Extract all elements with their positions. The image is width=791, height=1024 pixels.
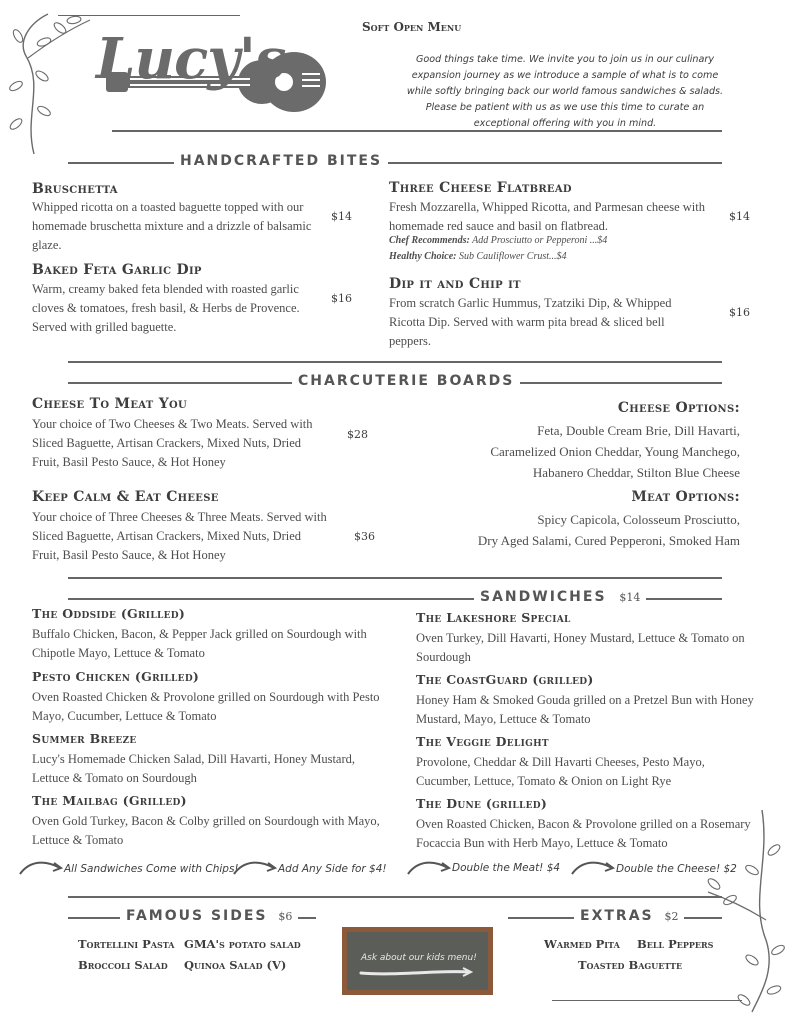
dip-price: $16 [729, 306, 750, 319]
sandwich-desc: Oven Gold Turkey, Bacon & Colby grilled on Sourdough with Mayo, Lettuce & Tomato [32, 814, 380, 847]
sandwich-name: The Veggie Delight [416, 734, 549, 749]
side-item: Quinoa Salad (V) [184, 958, 287, 972]
bruschetta-name: Bruschetta [32, 181, 118, 197]
side-item: Tortellini Pasta [78, 937, 175, 951]
cheese-options-label: Cheese Options: [617, 400, 740, 416]
chef-recommends-text: Add Prosciutto or Pepperoni ...$4 [472, 235, 608, 246]
sandwiches-section-title [474, 589, 646, 605]
extras-title: EXTRAS [580, 908, 654, 924]
sandwiches-price: $14 [619, 591, 641, 604]
dip-desc: From scratch Garlic Hummus, Tzatziki Dip, & Whipped Ricotta Dip. Served with warm pita bread & sliced bell peppers. [389, 296, 672, 348]
cheese-options-line: Feta, Double Cream Brie, Dill Havarti, [537, 423, 740, 438]
side-item: GMA's potato salad [184, 937, 301, 951]
cheese-options-line: Caramelized Onion Cheddar, Young Manchego, [490, 444, 740, 459]
feta-desc: Warm, creamy baked feta blended with roasted garlic cloves & tomatoes, fresh basil, & Herbs de Provence. Served with grilled baguette. [32, 282, 300, 334]
extra-item: Toasted Baguette [578, 958, 683, 972]
sandwich-name: Pesto Chicken (Grilled) [32, 669, 200, 684]
sandwich-desc: Oven Roasted Chicken, Bacon & Provolone grilled on a Rosemary Focaccia Bun with Herb Mayo, Lettuce & Tomato [416, 817, 751, 850]
sandwich-desc: Buffalo Chicken, Bacon, & Pepper Jack grilled on Sourdough with Chipotle Mayo, Lettuce & Tomato [32, 627, 367, 660]
flatbread-name: Three Cheese Flatbread [389, 180, 572, 196]
kids-menu-chalkboard [342, 927, 493, 995]
extra-item: Bell Peppers [637, 937, 714, 951]
intro-paragraph: Good things take time. We invite you to join us in our culinary expansion journey as we introduce a sample of what is to come while softly bringing back our world famous sandwiches & salads. Please be patient with us as we use this time to curate an exceptional offering with you in mind. [406, 54, 724, 129]
sandwich-desc: Oven Roasted Chicken & Provolone grilled on Sourdough with Pesto Mayo, Cucumber, Lettuce & Tomato [32, 690, 380, 723]
feta-name: Baked Feta Garlic Dip [32, 262, 202, 278]
sandwich-name: Summer Breeze [32, 731, 137, 746]
sides-section-title [120, 908, 298, 924]
cheese-options-list [420, 420, 740, 483]
healthy-choice-line [389, 251, 567, 262]
sandwich-name: The Mailbag (Grilled) [32, 793, 187, 808]
extra-item: Warmed Pita [544, 937, 620, 951]
flatbread-desc: Fresh Mozzarella, Whipped Ricotta, and Parmesan cheese with homemade red sauce and basil on flatbread. [389, 200, 705, 233]
meat-options-label: Meat Options: [631, 489, 740, 505]
kids-menu-text: Ask about our kids menu! [361, 953, 477, 963]
curved-arrow-icon [570, 858, 616, 878]
meat-options-line: Spicy Capicola, Colosseum Prosciutto, [537, 512, 740, 527]
sandwich-name: The Oddside (Grilled) [32, 606, 186, 621]
bruschetta-price: $14 [331, 210, 352, 223]
side-item: Broccoli Salad [78, 958, 168, 972]
dip-name: Dip it and Chip it [389, 276, 521, 292]
sandwich-note: Double the Meat! $4 [452, 862, 561, 874]
flatbread-price: $14 [729, 210, 750, 223]
curved-arrow-icon [18, 858, 64, 878]
cheese-options-line: Habanero Cheddar, Stilton Blue Cheese [532, 465, 740, 480]
curved-arrow-icon [232, 858, 278, 878]
cheese-to-meat-desc: Your choice of Two Cheeses & Two Meats. Served with Sliced Baguette, Artisan Crackers, Mixed Nuts, Dried Fruit, Basil Pesto Sauce, & Hot Honey [32, 417, 313, 469]
curved-arrow-icon [406, 858, 452, 878]
cheese-to-meat-price: $28 [347, 428, 368, 441]
sandwich-name: The Lakeshore Special [416, 610, 571, 625]
chef-recommends-line [389, 235, 607, 246]
chalkboard-surface [347, 932, 488, 990]
sandwich-note: All Sandwiches Come with Chips! [64, 863, 239, 875]
healthy-choice-text: Sub Cauliflower Crust...$4 [459, 251, 567, 262]
keep-calm-name: Keep Calm & Eat Cheese [32, 489, 219, 505]
sandwich-note: Add Any Side for $4! [278, 863, 387, 875]
feta-price: $16 [331, 292, 352, 305]
extras-section-title [574, 908, 684, 924]
bites-section-title: HANDCRAFTED BITES [174, 153, 388, 169]
soft-open-label: Soft Open Menu [362, 20, 462, 34]
meat-options-line: Dry Aged Salami, Cured Pepperoni, Smoked Ham [477, 533, 740, 548]
sandwich-name: The Dune (grilled) [416, 796, 548, 811]
chalk-arrow-icon [359, 966, 477, 978]
extras-price: $2 [664, 910, 679, 923]
sandwich-desc: Oven Turkey, Dill Havarti, Honey Mustard, Lettuce & Tomato on Sourdough [416, 631, 745, 664]
cheese-to-meat-name: Cheese To Meat You [32, 396, 188, 412]
sandwich-desc: Provolone, Cheddar & Dill Havarti Cheeses, Pesto Mayo, Cucumber, Lettuce, Tomato & Onion on Light Rye [416, 755, 705, 788]
keep-calm-price: $36 [354, 530, 375, 543]
bruschetta-desc: Whipped ricotta on a toasted baguette topped with our homemade bruschetta mixture and a drizzle of balsamic glaze. [32, 200, 312, 252]
sandwich-note: Double the Cheese! $2 [616, 863, 737, 875]
vine-top-left-icon [4, 6, 94, 156]
sandwich-name: The CoastGuard (grilled) [416, 672, 594, 687]
healthy-choice-label: Healthy Choice: [389, 251, 457, 262]
meat-options-list [400, 509, 740, 551]
keep-calm-desc: Your choice of Three Cheeses & Three Meats. Served with Sliced Baguette, Artisan Crackers, Mixed Nuts, Dried Fruit, Basil Pesto Sauce, & Hot Honey [32, 510, 327, 562]
sides-title: FAMOUS SIDES [126, 908, 268, 924]
boards-section-title: CHARCUTERIE BOARDS [292, 373, 520, 389]
sandwiches-title: SANDWICHES [480, 589, 607, 605]
sides-price: $6 [278, 910, 293, 923]
sandwich-desc: Honey Ham & Smoked Gouda grilled on a Pretzel Bun with Honey Mustard, Mayo, Lettuce & Tomato [416, 693, 754, 726]
chef-recommends-label: Chef Recommends: [389, 235, 470, 246]
logo-text: Lucy's [96, 26, 286, 92]
sandwich-desc: Lucy's Homemade Chicken Salad, Dill Havarti, Honey Mustard, Lettuce & Tomato on Sourdough [32, 752, 356, 785]
